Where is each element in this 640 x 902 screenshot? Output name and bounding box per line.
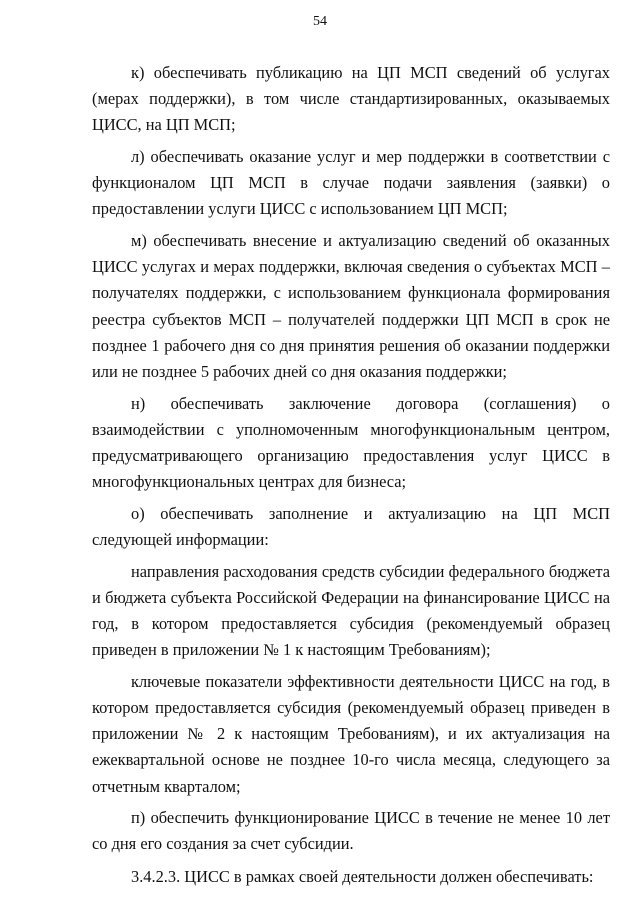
section-heading-3-4-2-3: 3.4.2.3. ЦИСС в рамках своей деятельности должен обеспечивать: bbox=[131, 866, 594, 886]
paragraph-n: н) обеспечивать заключение договора (соглашения) о взаимодействии с уполномоченным многофункциональным центром, предусматривающего организацию предоставления услуг ЦИСС в многофункциональных центрах для бизнеса; bbox=[92, 393, 610, 492]
paragraph-o-item-2: ключевые показатели эффективности деятельности ЦИСС на год, в котором предоставляется субсидия (рекомендуемый образец приведен в приложении № 2 к настоящим Требованиям), и их актуализация на ежеквартальной основе не позднее 10-го числа месяца, следующего за отчетным кварталом; bbox=[92, 671, 610, 796]
paragraph-m: м) обеспечивать внесение и актуализацию сведений об оказанных ЦИСС услугах и мерах поддержки, включая сведения о субъектах МСП – получателях поддержки, с использованием функционала формирования реестра субъектов МСП – получателей поддержки ЦП МСП в срок не позднее 1 рабочего дня со дня принятия решения об оказании поддержки или не позднее 5 рабочих дней со дня оказания поддержки; bbox=[92, 231, 610, 382]
page-number: 54 bbox=[313, 14, 327, 29]
paragraph-l: л) обеспечивать оказание услуг и мер поддержки в соответствии с функционалом ЦП МСП в случае подачи заявления (заявки) о предоставлении услуги ЦИСС с использованием ЦП МСП; bbox=[92, 147, 610, 219]
paragraph-p: п) обеспечить функционирование ЦИСС в течение не менее 10 лет со дня его создания за счет субсидии. bbox=[92, 808, 610, 854]
paragraph-o-item-1: направления расходования средств субсидии федерального бюджета и бюджета субъекта Российской Федерации на финансирование ЦИСС на год, в котором предоставляется субсидия (рекомендуемый образец приведен в приложении № 1 к настоящим Требованиям); bbox=[92, 561, 610, 660]
paragraph-o: о) обеспечивать заполнение и актуализацию на ЦП МСП следующей информации: bbox=[92, 503, 610, 550]
document-body bbox=[92, 60, 610, 895]
paragraph-k: к) обеспечивать публикацию на ЦП МСП сведений об услугах (мерах поддержки), в том числе стандартизированных, оказываемых ЦИСС, на ЦП МСП; bbox=[92, 63, 610, 135]
